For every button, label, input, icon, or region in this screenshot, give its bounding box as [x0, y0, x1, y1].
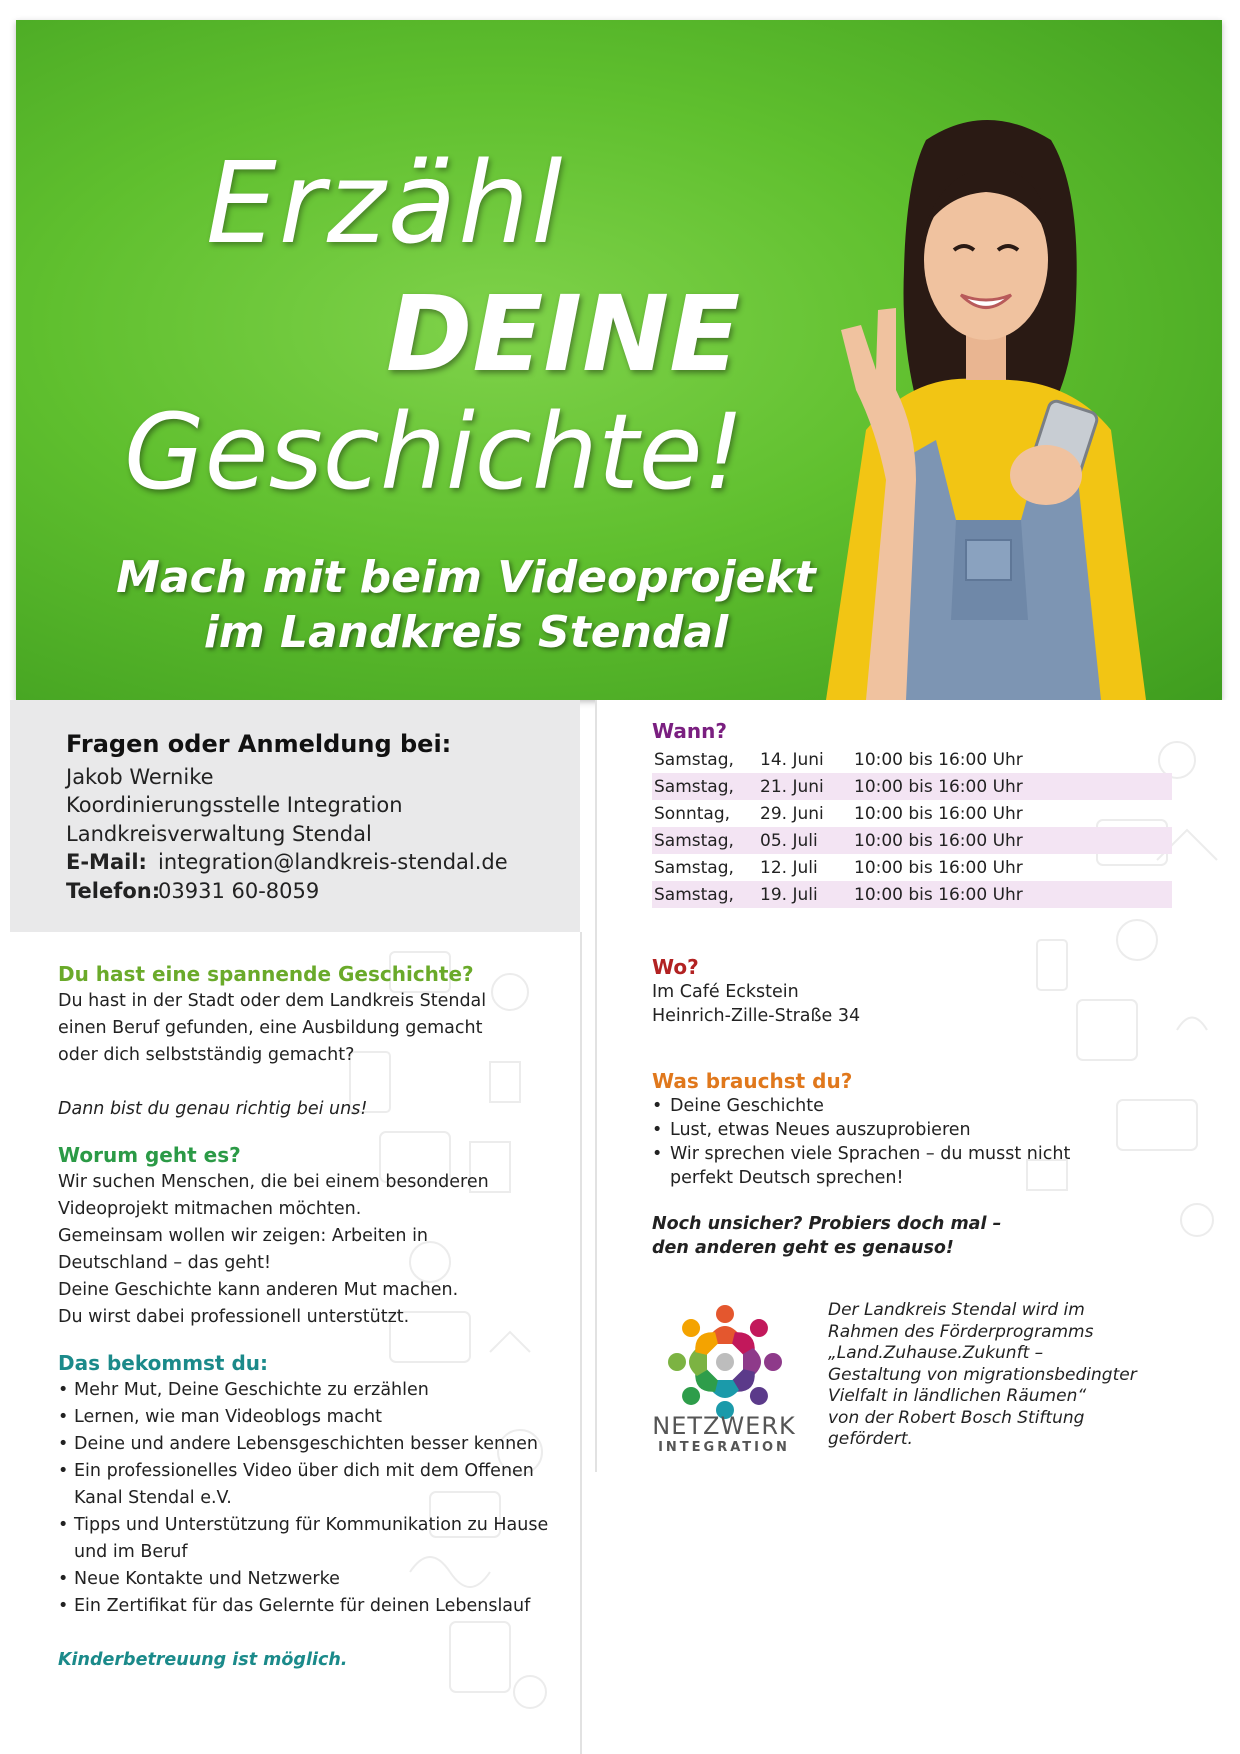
- about-line: Du wirst dabei professionell unterstützt.: [58, 1307, 410, 1327]
- story-closing: Dann bist du genau richtig bei uns!: [58, 1099, 368, 1119]
- schedule-day: Samstag,: [654, 749, 734, 770]
- schedule-time: 10:00 bis 16:00 Uhr: [854, 857, 1023, 878]
- list-item: • Deine und andere Lebensgeschichten besser kennen: [58, 1431, 558, 1458]
- right-content: [652, 718, 1212, 1260]
- story-text-3: oder dich selbstständig gemacht?: [58, 1045, 355, 1065]
- schedule-date: 12. Juli: [760, 857, 818, 878]
- when-heading: Wann?: [652, 719, 727, 743]
- needs-list: [652, 1094, 1212, 1190]
- headline-line-1: Erzähl: [206, 139, 565, 269]
- schedule-date: 14. Juni: [760, 749, 824, 770]
- contact-email-row: [66, 848, 508, 877]
- schedule-day: Samstag,: [654, 857, 734, 878]
- schedule-day: Samstag,: [652, 881, 758, 908]
- subtitle-line-2: im Landkreis Stendal: [203, 607, 729, 658]
- list-item: • Ein Zertifikat für das Gelernte für deinen Lebenslauf: [58, 1593, 558, 1620]
- contact-org: Landkreisverwaltung Stendal: [66, 821, 372, 846]
- childcare-note: Kinderbetreuung ist möglich.: [58, 1650, 348, 1670]
- table-row: [652, 881, 1172, 908]
- contact-title: Fragen oder Anmeldung bei:: [66, 730, 452, 758]
- funding-line: von der Robert Bosch Stiftung: [828, 1407, 1085, 1428]
- story-text-2: einen Beruf gefunden, eine Ausbildung gemacht: [58, 1018, 483, 1038]
- table-row: [652, 800, 1172, 827]
- headline-line-2: DEINE: [386, 273, 741, 395]
- funding-line: Vielfalt in ländlichen Räumen“: [828, 1386, 1087, 1406]
- about-line: Deutschland – das geht!: [58, 1253, 272, 1273]
- left-content: [58, 960, 558, 1674]
- benefits-heading: Das bekommst du:: [58, 1351, 269, 1375]
- phone-label: Telefon:: [66, 878, 161, 903]
- schedule-date: 05. Juli: [758, 827, 852, 854]
- schedule-time: 10:00 bis 16:00 Uhr: [852, 827, 1172, 854]
- list-item: • Mehr Mut, Deine Geschichte zu erzählen: [58, 1377, 558, 1404]
- about-heading: Worum geht es?: [58, 1143, 241, 1167]
- funding-line: Der Landkreis Stendal wird im: [828, 1300, 1085, 1320]
- table-row: [652, 854, 1172, 881]
- schedule-time: 10:00 bis 16:00 Uhr: [854, 749, 1023, 770]
- schedule-table: [652, 746, 1172, 908]
- about-line: Gemeinsam wollen wir zeigen: Arbeiten in: [58, 1226, 429, 1246]
- where-heading: Wo?: [652, 955, 699, 979]
- schedule-time: 10:00 bis 16:00 Uhr: [854, 803, 1023, 824]
- where-line-1: Im Café Eckstein: [652, 982, 799, 1002]
- table-row: [652, 773, 1172, 800]
- table-row: [652, 827, 1172, 854]
- encourage-line-2: den anderen geht es genauso!: [652, 1238, 954, 1258]
- schedule-date: 19. Juli: [758, 881, 852, 908]
- contact-phone-row: [66, 877, 508, 906]
- funding-line: Gestaltung von migrationsbedingter: [828, 1364, 1137, 1385]
- schedule-date: 29. Juni: [760, 803, 824, 824]
- email-label: E-Mail:: [66, 850, 147, 874]
- contact-name: Jakob Wernike: [66, 764, 214, 789]
- about-line: Wir suchen Menschen, die bei einem besonderen: [58, 1172, 489, 1192]
- schedule-time: 10:00 bis 16:00 Uhr: [852, 773, 1172, 800]
- encourage-line-1: Noch unsicher? Probiers doch mal –: [652, 1214, 1002, 1234]
- headline-subtitle: [116, 550, 816, 660]
- benefits-list: [58, 1377, 558, 1620]
- list-item: • Deine Geschichte: [652, 1094, 1212, 1118]
- table-row: [652, 746, 1172, 773]
- where-line-2: Heinrich-Zille-Straße 34: [652, 1006, 861, 1026]
- funding-line: gefördert.: [828, 1429, 913, 1449]
- logo-subtitle: INTEGRATION: [658, 1440, 790, 1455]
- list-item: • Lust, etwas Neues auszuprobieren: [652, 1118, 1212, 1142]
- email-link[interactable]: integration@landkreis-stendal.de: [158, 850, 508, 874]
- phone-number[interactable]: 03931 60-8059: [158, 878, 320, 903]
- funding-line: „Land.Zuhause.Zukunft –: [828, 1343, 1044, 1363]
- hero-banner: [16, 20, 1222, 700]
- schedule-day: Samstag,: [652, 773, 758, 800]
- story-heading: Du hast eine spannende Geschichte?: [58, 962, 474, 986]
- list-item: • Neue Kontakte und Netzwerke: [58, 1566, 558, 1593]
- list-item: • Ein professionelles Video über dich mit dem Offenen Kanal Stendal e.V.: [58, 1458, 558, 1512]
- contact-office: Koordinierungsstelle Integration: [66, 793, 403, 817]
- about-line: Videoprojekt mitmachen möchten.: [58, 1199, 362, 1219]
- funding-note: [828, 1300, 1188, 1451]
- needs-heading: Was brauchst du?: [652, 1069, 853, 1093]
- funding-line: Rahmen des Förderprogramms: [828, 1321, 1094, 1342]
- contact-box: [10, 700, 580, 932]
- left-column: [10, 932, 582, 1754]
- schedule-day: Samstag,: [652, 827, 758, 854]
- schedule-date: 21. Juni: [758, 773, 852, 800]
- headline-line-3: Geschichte!: [124, 391, 745, 513]
- about-line: Deine Geschichte kann anderen Mut machen.: [58, 1280, 459, 1300]
- story-text-1: Du hast in der Stadt oder dem Landkreis Stendal: [58, 991, 487, 1011]
- woman-photo: [806, 100, 1166, 700]
- logo-name: NETZWERK: [652, 1412, 796, 1440]
- list-item: • Tipps und Unterstützung für Kommunikation zu Hause und im Beruf: [58, 1512, 558, 1566]
- list-item: • Lernen, wie man Videoblogs macht: [58, 1404, 558, 1431]
- subtitle-line-1: Mach mit beim Videoprojekt: [116, 552, 816, 603]
- list-item: • Wir sprechen viele Sprachen – du musst nicht perfekt Deutsch sprechen!: [652, 1142, 1130, 1190]
- schedule-time: 10:00 bis 16:00 Uhr: [852, 881, 1172, 908]
- schedule-day: Sonntag,: [654, 803, 731, 824]
